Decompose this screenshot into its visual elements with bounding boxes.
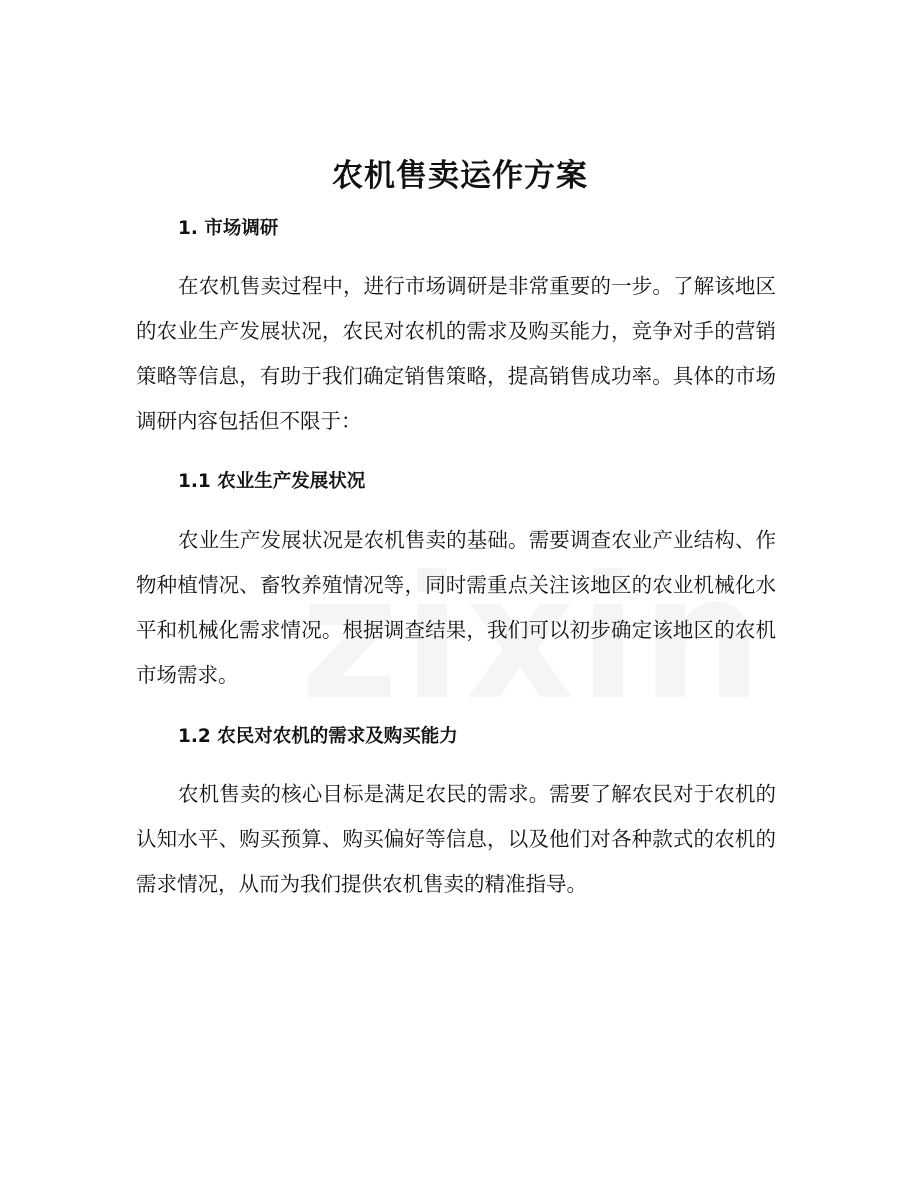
document-title: 农机售卖运作方案 <box>332 158 588 194</box>
section-paragraph-market-research: 在农机售卖过程中，进行市场调研是非常重要的一步。了解该地区的农业生产发展状况，农民对农机的需求及购买能力，竞争对手的营销策略等信息，有助于我们确定销售策略，提高销售成功率。具体的市场调研内容包括但不限于： <box>136 274 776 433</box>
section-heading-market-research: 1. 市场调研 <box>178 218 279 239</box>
section-paragraph-agri-production: 农业生产发展状况是农机售卖的基础。需要调查农业产业结构、作物种植情况、畜牧养殖情况等，同时需重点关注该地区的农业机械化水平和机械化需求情况。根据调查结果，我们可以初步确定该地区的农机市场需求。 <box>136 528 776 687</box>
section-paragraph-farmer-demand: 农机售卖的核心目标是满足农民的需求。需要了解农民对于农机的认知水平、购买预算、购买偏好等信息，以及他们对各种款式的农机的需求情况，从而为我们提供农机售卖的精准指导。 <box>136 782 776 896</box>
section-heading-farmer-demand: 1.2 农民对农机的需求及购买能力 <box>178 726 458 747</box>
section-heading-agri-production: 1.1 农业生产发展状况 <box>178 471 366 492</box>
